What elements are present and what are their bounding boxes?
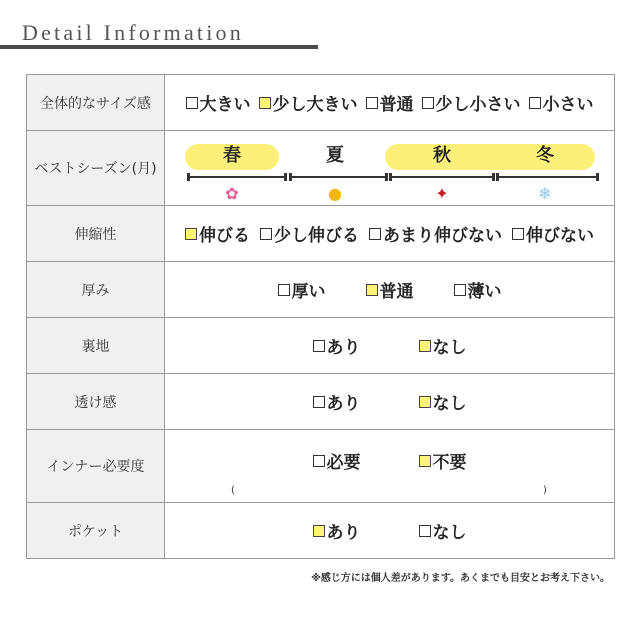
stretch-none-checkbox — [512, 228, 524, 240]
season-spring: 春 — [223, 145, 241, 166]
thickness-option-normal: 普通 — [366, 277, 414, 302]
stretch-slightly-checkbox — [260, 228, 272, 240]
season-line-spring — [187, 176, 284, 178]
row-season — [27, 131, 615, 206]
stretch-option-barely: あまり伸びない — [369, 221, 502, 246]
lining-no-checkbox — [419, 340, 431, 352]
inner-note-paren-open: ( — [231, 485, 235, 496]
size-option-slightly-small: 少し小さい — [422, 90, 521, 115]
thickness-thick-checkbox — [278, 284, 290, 296]
season-tick — [284, 173, 287, 181]
row-size — [27, 75, 615, 131]
season-tick — [289, 173, 292, 181]
inner-note-paren-close: ) — [543, 485, 547, 496]
season-scale — [165, 131, 614, 205]
season-tick — [187, 173, 190, 181]
maple-leaf-icon: ✦ — [435, 184, 449, 203]
thickness-normal-checkbox — [366, 284, 378, 296]
season-tick — [596, 173, 599, 181]
season-autumn: 秋 — [433, 145, 451, 166]
row-inner — [27, 430, 615, 503]
pocket-option-no: なし — [419, 518, 467, 543]
size-options — [165, 90, 614, 115]
stretch-barely-checkbox — [369, 228, 381, 240]
thickness-option-thin: 薄い — [454, 277, 502, 302]
size-slightly-large-checkbox — [259, 97, 271, 109]
title-underline — [0, 45, 318, 49]
row-lining — [27, 318, 615, 374]
size-option-small: 小さい — [529, 90, 594, 115]
pocket-options — [165, 518, 614, 543]
sheer-options — [165, 389, 614, 414]
label-pocket: ポケット — [27, 503, 165, 559]
inner-options — [165, 448, 614, 473]
lining-option-no: なし — [419, 333, 467, 358]
size-slightly-small-checkbox — [422, 97, 434, 109]
season-winter: 冬 — [536, 145, 554, 166]
stretch-option-none: 伸びない — [512, 221, 594, 246]
size-small-checkbox — [529, 97, 541, 109]
label-inner: インナー必要度 — [27, 430, 165, 503]
season-line-winter — [496, 176, 598, 178]
spec-table — [26, 74, 615, 559]
season-line-summer — [289, 176, 385, 178]
stretch-option-stretches: 伸びる — [185, 221, 250, 246]
season-tick — [496, 173, 499, 181]
stretch-stretches-checkbox — [185, 228, 197, 240]
inner-not-needed-checkbox — [419, 455, 431, 467]
size-option-slightly-large: 少し大きい — [259, 90, 358, 115]
sheer-no-checkbox — [419, 396, 431, 408]
season-line-autumn — [389, 176, 492, 178]
flower-icon: ✿ — [225, 184, 239, 203]
pocket-yes-checkbox — [313, 525, 325, 537]
row-stretch — [27, 206, 615, 262]
page-title: Detail Information — [22, 20, 244, 45]
row-thickness — [27, 262, 615, 318]
label-stretch: 伸縮性 — [27, 206, 165, 262]
lining-options — [165, 333, 614, 358]
label-sheer: 透け感 — [27, 374, 165, 430]
label-thickness: 厚み — [27, 262, 165, 318]
snowflake-icon: ❄ — [538, 184, 552, 203]
thickness-option-thick: 厚い — [278, 277, 326, 302]
stretch-options — [165, 221, 614, 246]
inner-needed-checkbox — [313, 455, 325, 467]
label-season: ベストシーズン(月) — [27, 131, 165, 206]
pocket-option-yes: あり — [313, 518, 361, 543]
sheer-yes-checkbox — [313, 396, 325, 408]
thickness-thin-checkbox — [454, 284, 466, 296]
row-pocket — [27, 503, 615, 559]
label-lining: 裏地 — [27, 318, 165, 374]
inner-option-needed: 必要 — [313, 448, 361, 473]
sunflower-icon: ● — [328, 184, 342, 203]
size-large-checkbox — [186, 97, 198, 109]
season-tick — [389, 173, 392, 181]
size-normal-checkbox — [366, 97, 378, 109]
thickness-options — [165, 277, 614, 302]
size-option-large: 大きい — [186, 90, 251, 115]
inner-option-not-needed: 不要 — [419, 448, 467, 473]
sheer-option-no: なし — [419, 389, 467, 414]
season-tick — [492, 173, 495, 181]
disclaimer-note: ※感じ方には個人差があります。あくまでも目安とお考え下さい。 — [311, 573, 610, 584]
season-tick — [385, 173, 388, 181]
lining-option-yes: あり — [313, 333, 361, 358]
sheer-option-yes: あり — [313, 389, 361, 414]
row-sheer — [27, 374, 615, 430]
pocket-no-checkbox — [419, 525, 431, 537]
season-summer: 夏 — [326, 145, 344, 166]
size-option-normal: 普通 — [366, 90, 414, 115]
lining-yes-checkbox — [313, 340, 325, 352]
stretch-option-slightly: 少し伸びる — [260, 221, 359, 246]
label-size: 全体的なサイズ感 — [27, 75, 165, 131]
